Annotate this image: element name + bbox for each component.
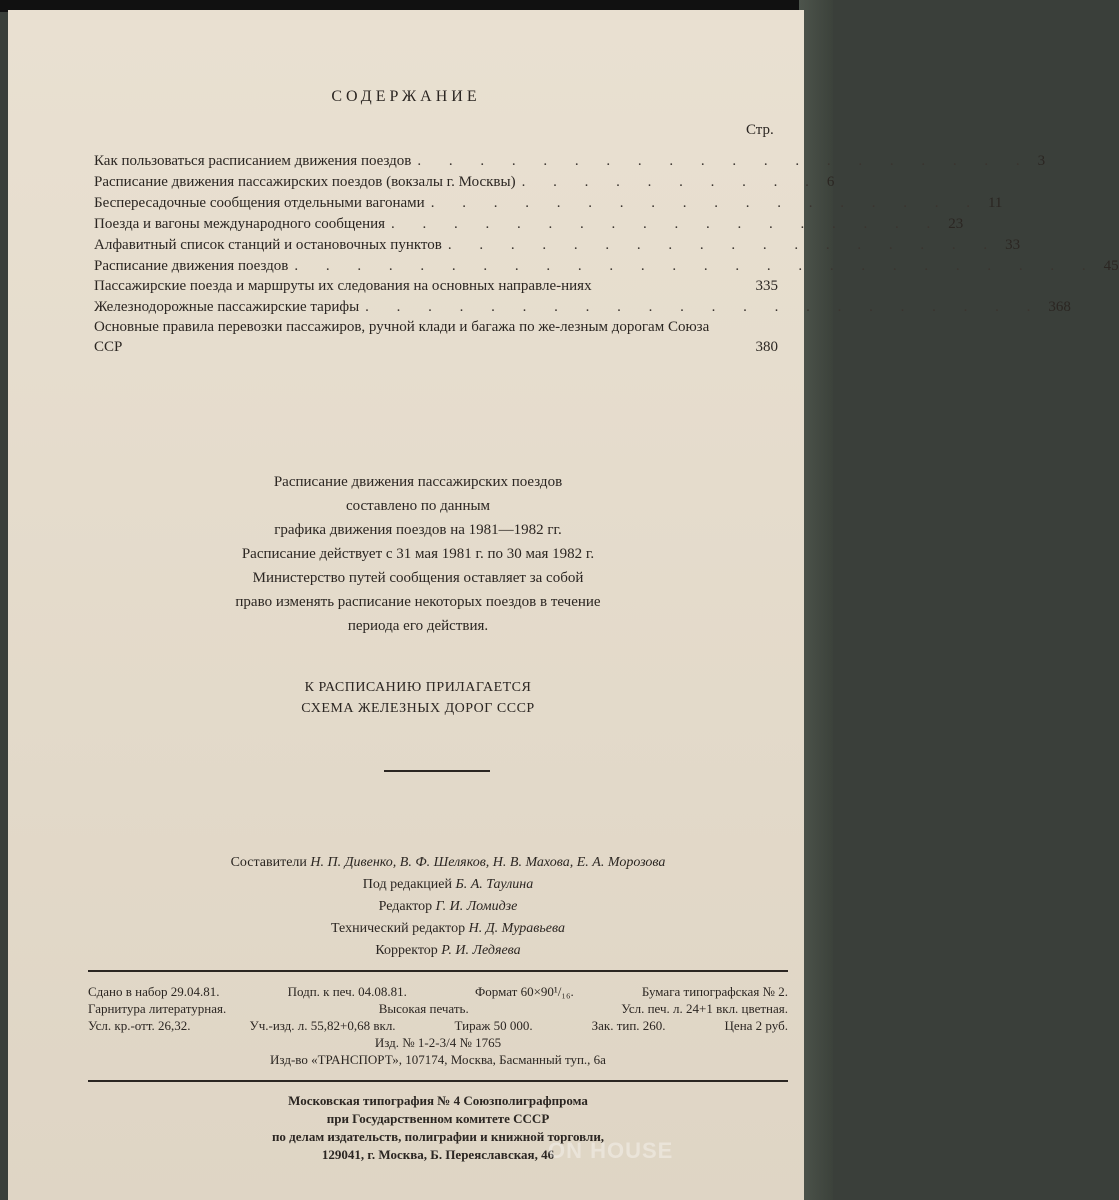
leader-dots: . . . . . . . . . . . . . . . . . .: [447, 237, 1000, 253]
notice-line: графика движения поездов на 1981—1982 гг.: [274, 522, 562, 538]
notice-line: право изменять расписание некоторых поездов в течение: [235, 594, 601, 610]
toc-entry-page: 23: [948, 216, 964, 232]
imprint-publisher: Изд-во «ТРАНСПОРТ», 107174, Москва, Басманный туп., 6а: [270, 1052, 606, 1067]
credit-editor: [98, 896, 798, 918]
credit-label: Технический редактор: [331, 921, 466, 936]
imprint-field: Уч.-изд. л. 55,82+0,68 вкл.: [249, 1018, 396, 1033]
credit-label: Составители: [230, 855, 307, 870]
imprint-field: Формат 60×90¹/₁₆.: [475, 984, 574, 999]
credit-names: Р. И. Ледяева: [441, 943, 521, 958]
divider: [384, 770, 490, 772]
toc-entry: [94, 317, 794, 357]
attachment-line: СХЕМА ЖЕЛЕЗНЫХ ДОРОГ СССР: [301, 701, 535, 716]
imprint-field: Тираж 50 000.: [454, 1018, 533, 1033]
toc-entry-page: 45: [1103, 258, 1119, 274]
printer-line: Московская типография № 4 Союзполиграфпрома: [288, 1093, 588, 1108]
leader-dots: . . . . . . . . . . . . . . . . . . . . . .: [365, 299, 1043, 315]
toc-title: СОДЕРЖАНИЕ: [331, 88, 481, 105]
imprint-field: Усл. кр.-отт. 26,32.: [88, 1018, 191, 1033]
toc-entry: [94, 213, 964, 234]
credit-names: Г. И. Ломидзе: [435, 899, 518, 914]
leader-dots: . . . . . . . . . . . . . . . . . .: [430, 195, 982, 211]
book-page: [8, 10, 1119, 1200]
imprint-edition-number: Изд. № 1-2-3/4 № 1765: [374, 1035, 502, 1050]
watermark: ON HOUSE: [548, 1138, 674, 1163]
leader-dots: . . . . . . . . . . . . . . . . . .: [391, 216, 943, 232]
toc-entry-title: Беспересадочные сообщения отдельными вагонами: [94, 195, 425, 211]
toc-entry-title: Железнодорожные пассажирские тарифы: [94, 299, 360, 315]
toc-entry-page: 33: [1005, 237, 1021, 253]
toc-entry-title: Поезда и вагоны международного сообщения: [94, 216, 386, 232]
imprint-field: Гарнитура литературная.: [88, 1001, 227, 1016]
leader-dots: . . . . . . . . . . . . . . . . . . . .: [417, 153, 1032, 169]
toc-entry-page: 11: [987, 195, 1003, 211]
toc-entry-page: 380: [755, 339, 778, 355]
toc-entry-title: Расписание движения поездов: [94, 258, 289, 274]
printer-line: 129041, г. Москва, Б. Переяславская, 46: [321, 1147, 555, 1162]
credit-names: Б. А. Таулина: [455, 877, 534, 892]
credit-editor-in-chief: [98, 874, 798, 896]
credit-label: Под редакцией: [362, 877, 452, 892]
toc-entry: [94, 171, 835, 192]
notice-line: Министерство путей сообщения оставляет за собой: [252, 570, 584, 586]
toc-entry-title: Как пользоваться расписанием движения поездов: [94, 153, 412, 169]
imprint-row: [88, 983, 788, 1000]
imprint-field: Цена 2 руб.: [724, 1018, 788, 1033]
toc-entry: [94, 192, 1003, 213]
leader-dots: . . . . . . . . . .: [521, 174, 821, 190]
printer-line: при Государственном комитете СССР: [326, 1111, 550, 1126]
toc-entry: [94, 296, 1071, 317]
imprint-field: Бумага типографская № 2.: [641, 984, 788, 999]
attachment-note: [138, 677, 698, 719]
toc-entry: [94, 150, 1046, 171]
credit-compilers: [98, 852, 798, 874]
credit-names: Н. П. Дивенко, В. Ф. Шеляков, Н. В. Махова, Е. А. Морозова: [310, 855, 666, 870]
credit-label: Корректор: [375, 943, 438, 958]
toc-entry-page: 368: [1048, 299, 1071, 315]
toc-entry-page: 3: [1037, 153, 1046, 169]
divider: [88, 1080, 788, 1082]
printer-line: по делам издательств, полиграфии и книжной торговли,: [271, 1129, 605, 1144]
toc-entry-page: 6: [826, 174, 835, 190]
imprint-row: [88, 1000, 788, 1017]
notice-line: Расписание действует с 31 мая 1981 г. по 30 мая 1982 г.: [241, 546, 595, 562]
imprint-field: Зак. тип. 260.: [591, 1018, 666, 1033]
toc-entry: [94, 234, 1021, 255]
credits: [98, 852, 798, 962]
leader-dots: . . . . . . . . . . . . . . . . . . . . . . . . . .: [294, 258, 1098, 274]
imprint-field: Усл. печ. л. 24+1 вкл. цветная.: [621, 1001, 788, 1016]
printer-info: [88, 1092, 788, 1164]
toc-entry: [94, 255, 1119, 276]
imprint-field: Сдано в набор 29.04.81.: [88, 984, 220, 999]
imprint-field: Подп. к печ. 04.08.81.: [287, 984, 407, 999]
attachment-line: К РАСПИСАНИЮ ПРИЛАГАЕТСЯ: [304, 680, 532, 695]
toc-entry-title: Основные правила перевозки пассажиров, ручной клади и багажа по же-лезным дорогам Союза ССР: [94, 319, 710, 355]
toc-entry-title: Расписание движения пассажирских поездов (вокзалы г. Москвы): [94, 174, 516, 190]
imprint-row: [88, 1017, 788, 1034]
toc-entry-title: Пассажирские поезда и маршруты их следования на основных направле-ниях: [94, 278, 592, 294]
credit-names: Н. Д. Муравьева: [468, 921, 565, 936]
notice-line: Расписание движения пассажирских поездов: [273, 474, 563, 490]
divider: [88, 970, 788, 972]
table-of-contents: [94, 150, 1119, 357]
notice-line: периода его действия.: [347, 618, 489, 634]
toc-entry: [94, 276, 794, 296]
credit-tech-editor: [98, 918, 798, 940]
imprint: [88, 983, 788, 1068]
imprint-field: Высокая печать.: [378, 1001, 469, 1016]
credit-proofreader: [98, 940, 798, 962]
schedule-notice: [138, 470, 698, 638]
toc-pages-header: Стр.: [746, 122, 774, 138]
toc-entry-title: Алфавитный список станций и остановочных пунктов: [94, 237, 442, 253]
notice-line: составлено по данным: [345, 498, 491, 514]
credit-label: Редактор: [378, 899, 433, 914]
toc-entry-page: 335: [755, 278, 778, 294]
